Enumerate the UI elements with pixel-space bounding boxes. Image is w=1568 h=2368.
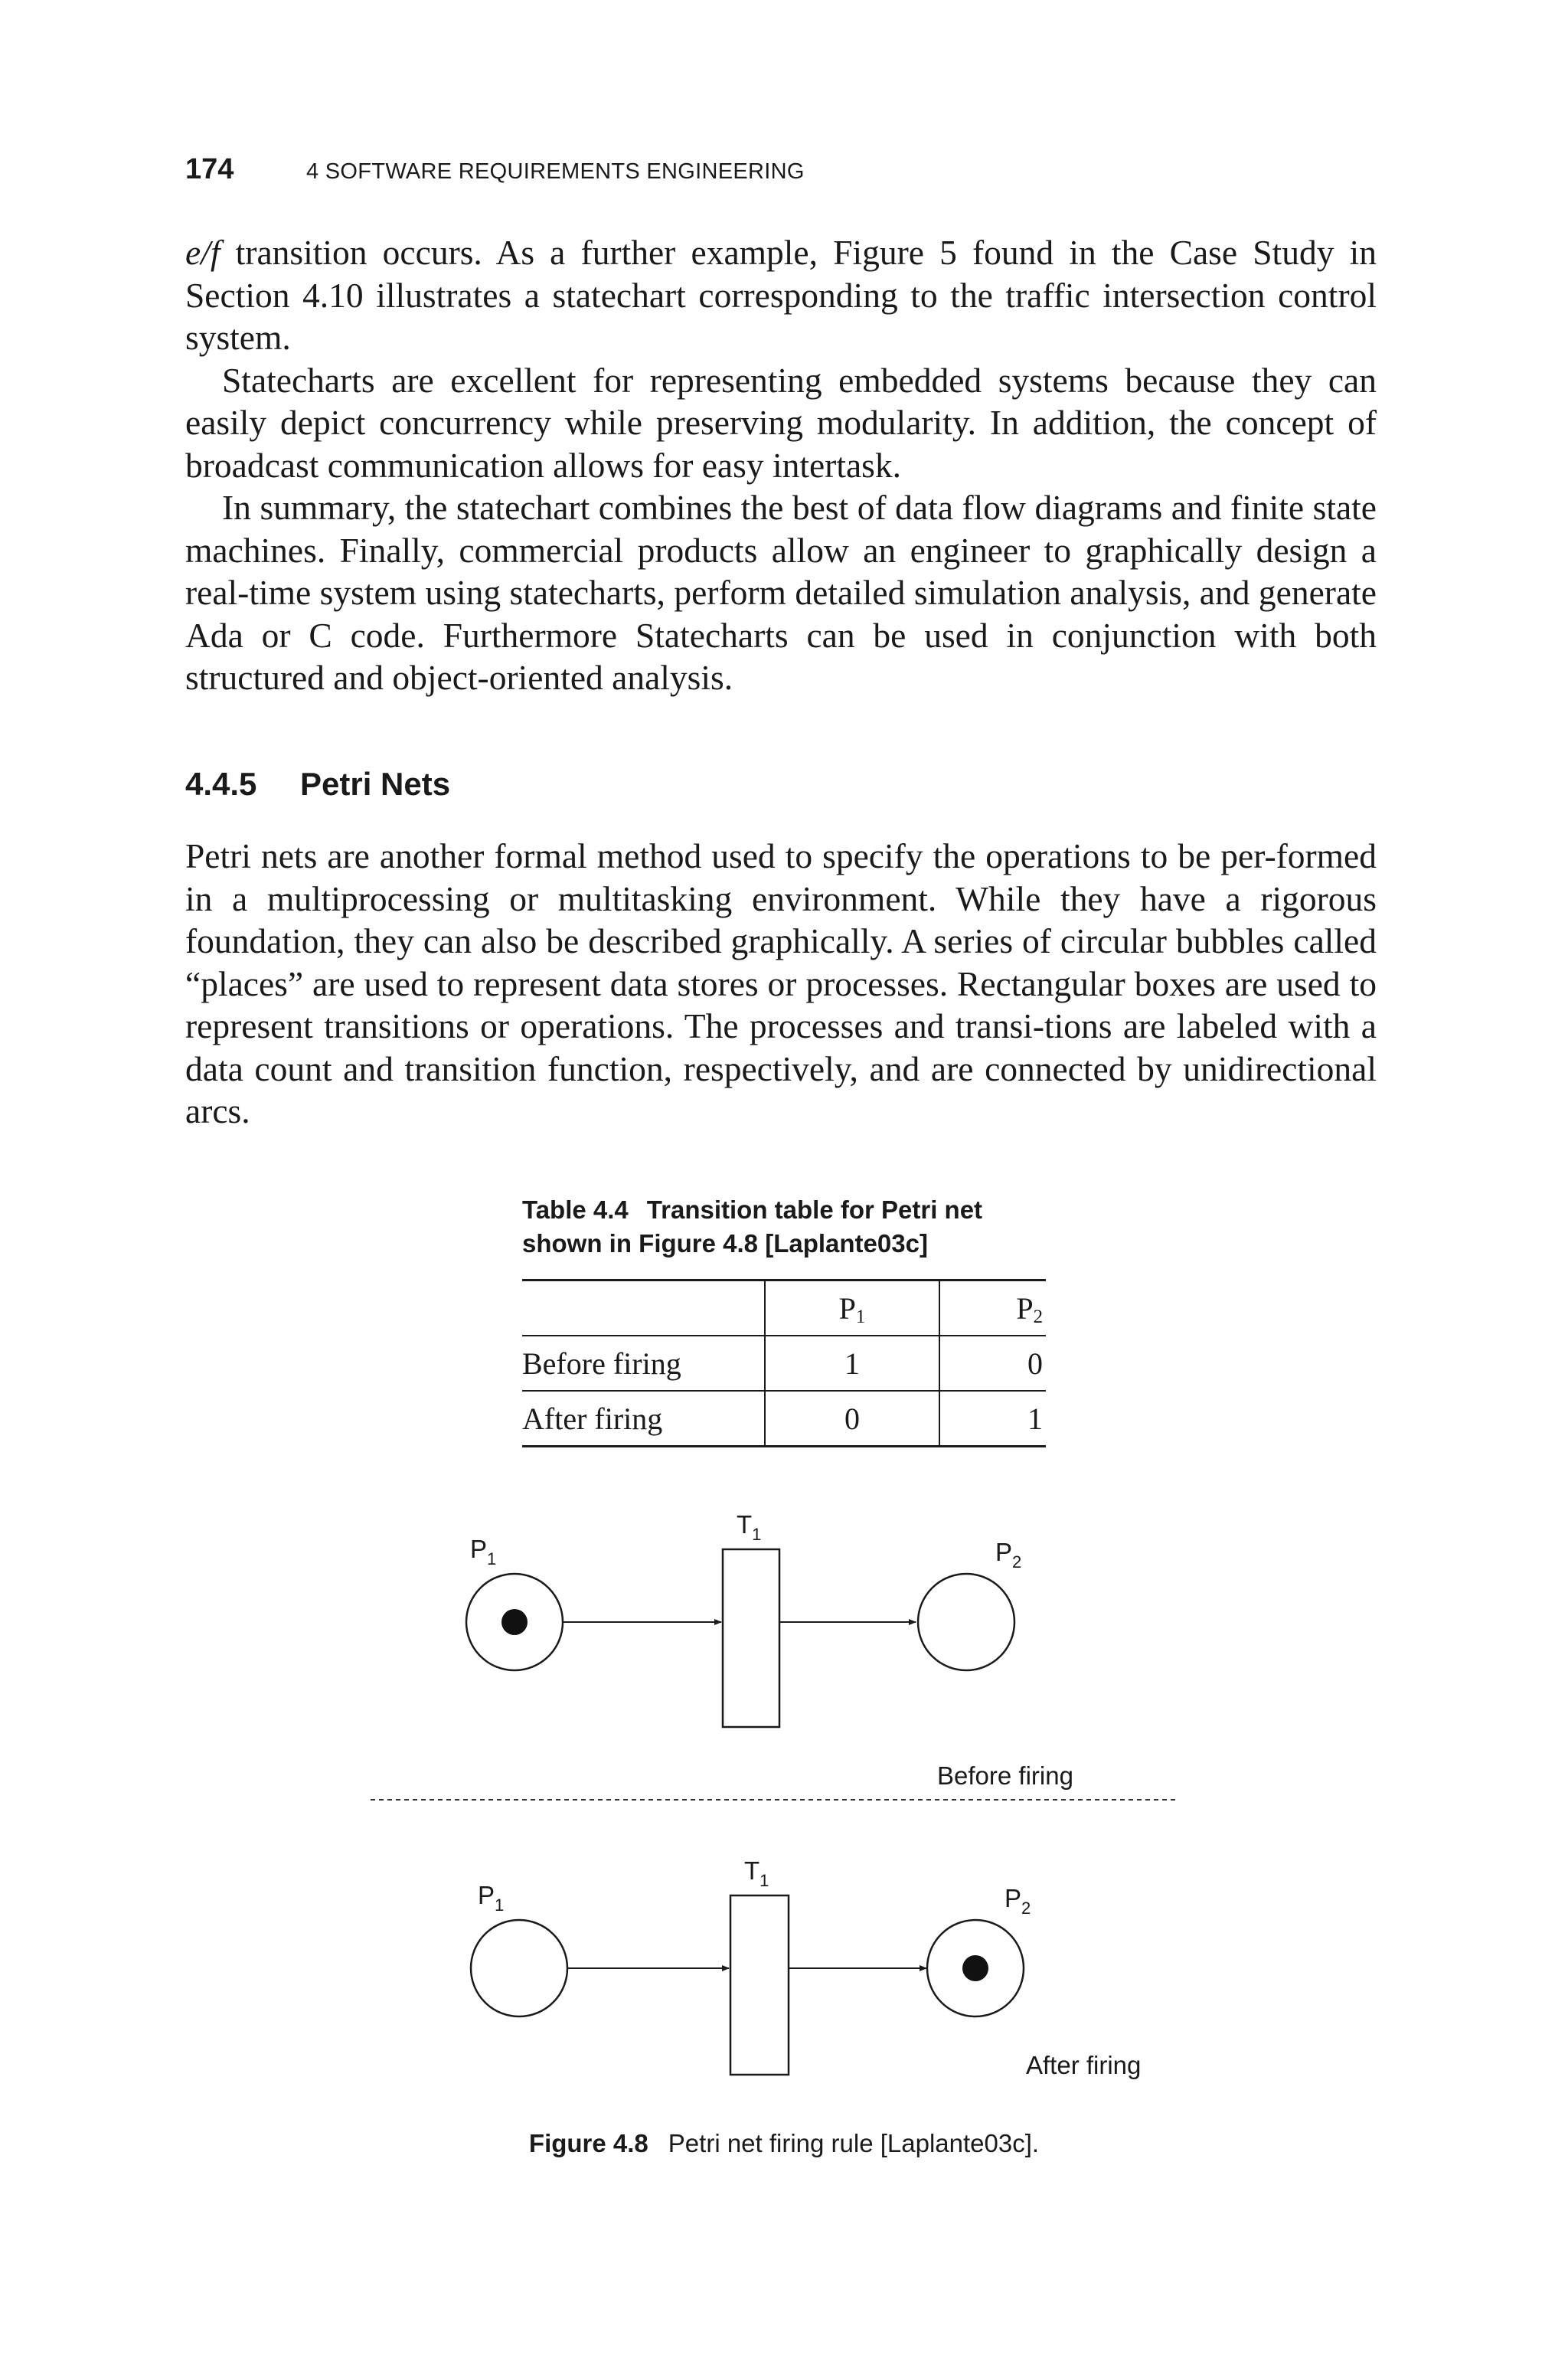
transition-table (522, 1279, 1046, 1447)
token (962, 1955, 988, 1981)
table-cell-label: After firing (522, 1401, 663, 1436)
petri-paragraph-part-a: Petri nets are another formal method used to specify the operations to be per- (185, 836, 1276, 875)
page-number: 174 (185, 153, 234, 185)
transition-t1-label: $T_1$ (737, 1510, 762, 1544)
petri-paragraph-part-b: formed in a multiprocessing or multitasking environment. While they have a rigorous foundation, they can also be described graphically. A series of circular bubbles called “places” are used to represent data stores or processes. Rectangular boxes are used to represent transitions or operations. The processes and transi- (185, 836, 1377, 1045)
table-cell-p1: 1 (765, 1336, 939, 1391)
table-caption-text: Transition table for Petri net shown in Figure 4.8 [Laplante03c] (522, 1195, 983, 1258)
petri-nets-text (185, 835, 1377, 1133)
section-title: Petri Nets (300, 766, 451, 802)
table-header-p1: $P_1$ (765, 1280, 939, 1336)
after-firing-label: After firing (1026, 2051, 1142, 2079)
before-firing-label: Before firing (937, 1761, 1073, 1790)
place-p1 (471, 1920, 567, 2016)
table-label: Table 4.4 (522, 1195, 629, 1224)
section-heading (185, 766, 450, 803)
petri-paragraph (185, 835, 1377, 1133)
section-number: 4.4.5 (185, 766, 257, 802)
before-firing-net (466, 1510, 1073, 1790)
transition-t1 (723, 1549, 779, 1727)
intro-text (185, 231, 1377, 699)
token (501, 1609, 528, 1635)
figure-caption (0, 2129, 1568, 2158)
table-cell-p2: 0 (939, 1336, 1046, 1391)
transition-t1 (730, 1895, 789, 2075)
table-cell-p2: 1 (939, 1391, 1046, 1447)
place-p2 (927, 1920, 1024, 2016)
place-p1-label: $P_1$ (478, 1881, 505, 1915)
place-p2-label: $P_2$ (1004, 1884, 1031, 1918)
intro-paragraph-1 (185, 231, 1377, 359)
intro-paragraph-1-text: transition occurs. As a further example, Figure 5 found in the Case Study in Section 4.10 illustrates a statechart corresponding to the traffic intersection control system. (185, 233, 1377, 357)
table-caption (522, 1193, 1043, 1261)
running-head: 4 SOFTWARE REQUIREMENTS ENGINEERING (306, 159, 805, 184)
table-header-row (522, 1280, 1046, 1336)
place-p2 (918, 1574, 1014, 1670)
table-cell-label: Before firing (522, 1346, 681, 1381)
event-notation: e/f (185, 233, 220, 272)
intro-paragraph-2: Statecharts are excellent for representing embedded systems because they can easily depict concurrency while preserving modularity. In addition, the concept of broadcast communication allows for easy intertask. (185, 360, 1377, 485)
place-p1-label: $P_1$ (470, 1535, 497, 1568)
petri-paragraph-part-c: tions are labeled with a data count and transition function, respectively, and are connected by unidirectional arcs. (185, 1006, 1377, 1130)
figure-label: Figure 4.8 (528, 2129, 648, 2157)
table-header-empty (522, 1280, 765, 1336)
intro-paragraph-3: In summary, the statechart combines the best of data flow diagrams and finite state machines. Finally, commercial products allow an engineer to graphically design a real-time system using statecharts, perform detailed simulation analysis, and generate Ada or C code. Furthermore Statecharts can be used in conjunction with both structured and object-oriented analysis. (185, 488, 1377, 697)
table-row (522, 1336, 1046, 1391)
place-p2-label: $P_2$ (995, 1538, 1022, 1572)
after-firing-net (471, 1856, 1141, 2079)
transition-t1-label: $T_1$ (744, 1856, 769, 1890)
figure-caption-text: Petri net firing rule [Laplante03c]. (668, 2129, 1040, 2157)
table-row (522, 1391, 1046, 1447)
table-cell-p1: 0 (765, 1391, 939, 1447)
place-p1 (466, 1574, 563, 1670)
table-header-p2: $P_2$ (939, 1280, 1046, 1336)
